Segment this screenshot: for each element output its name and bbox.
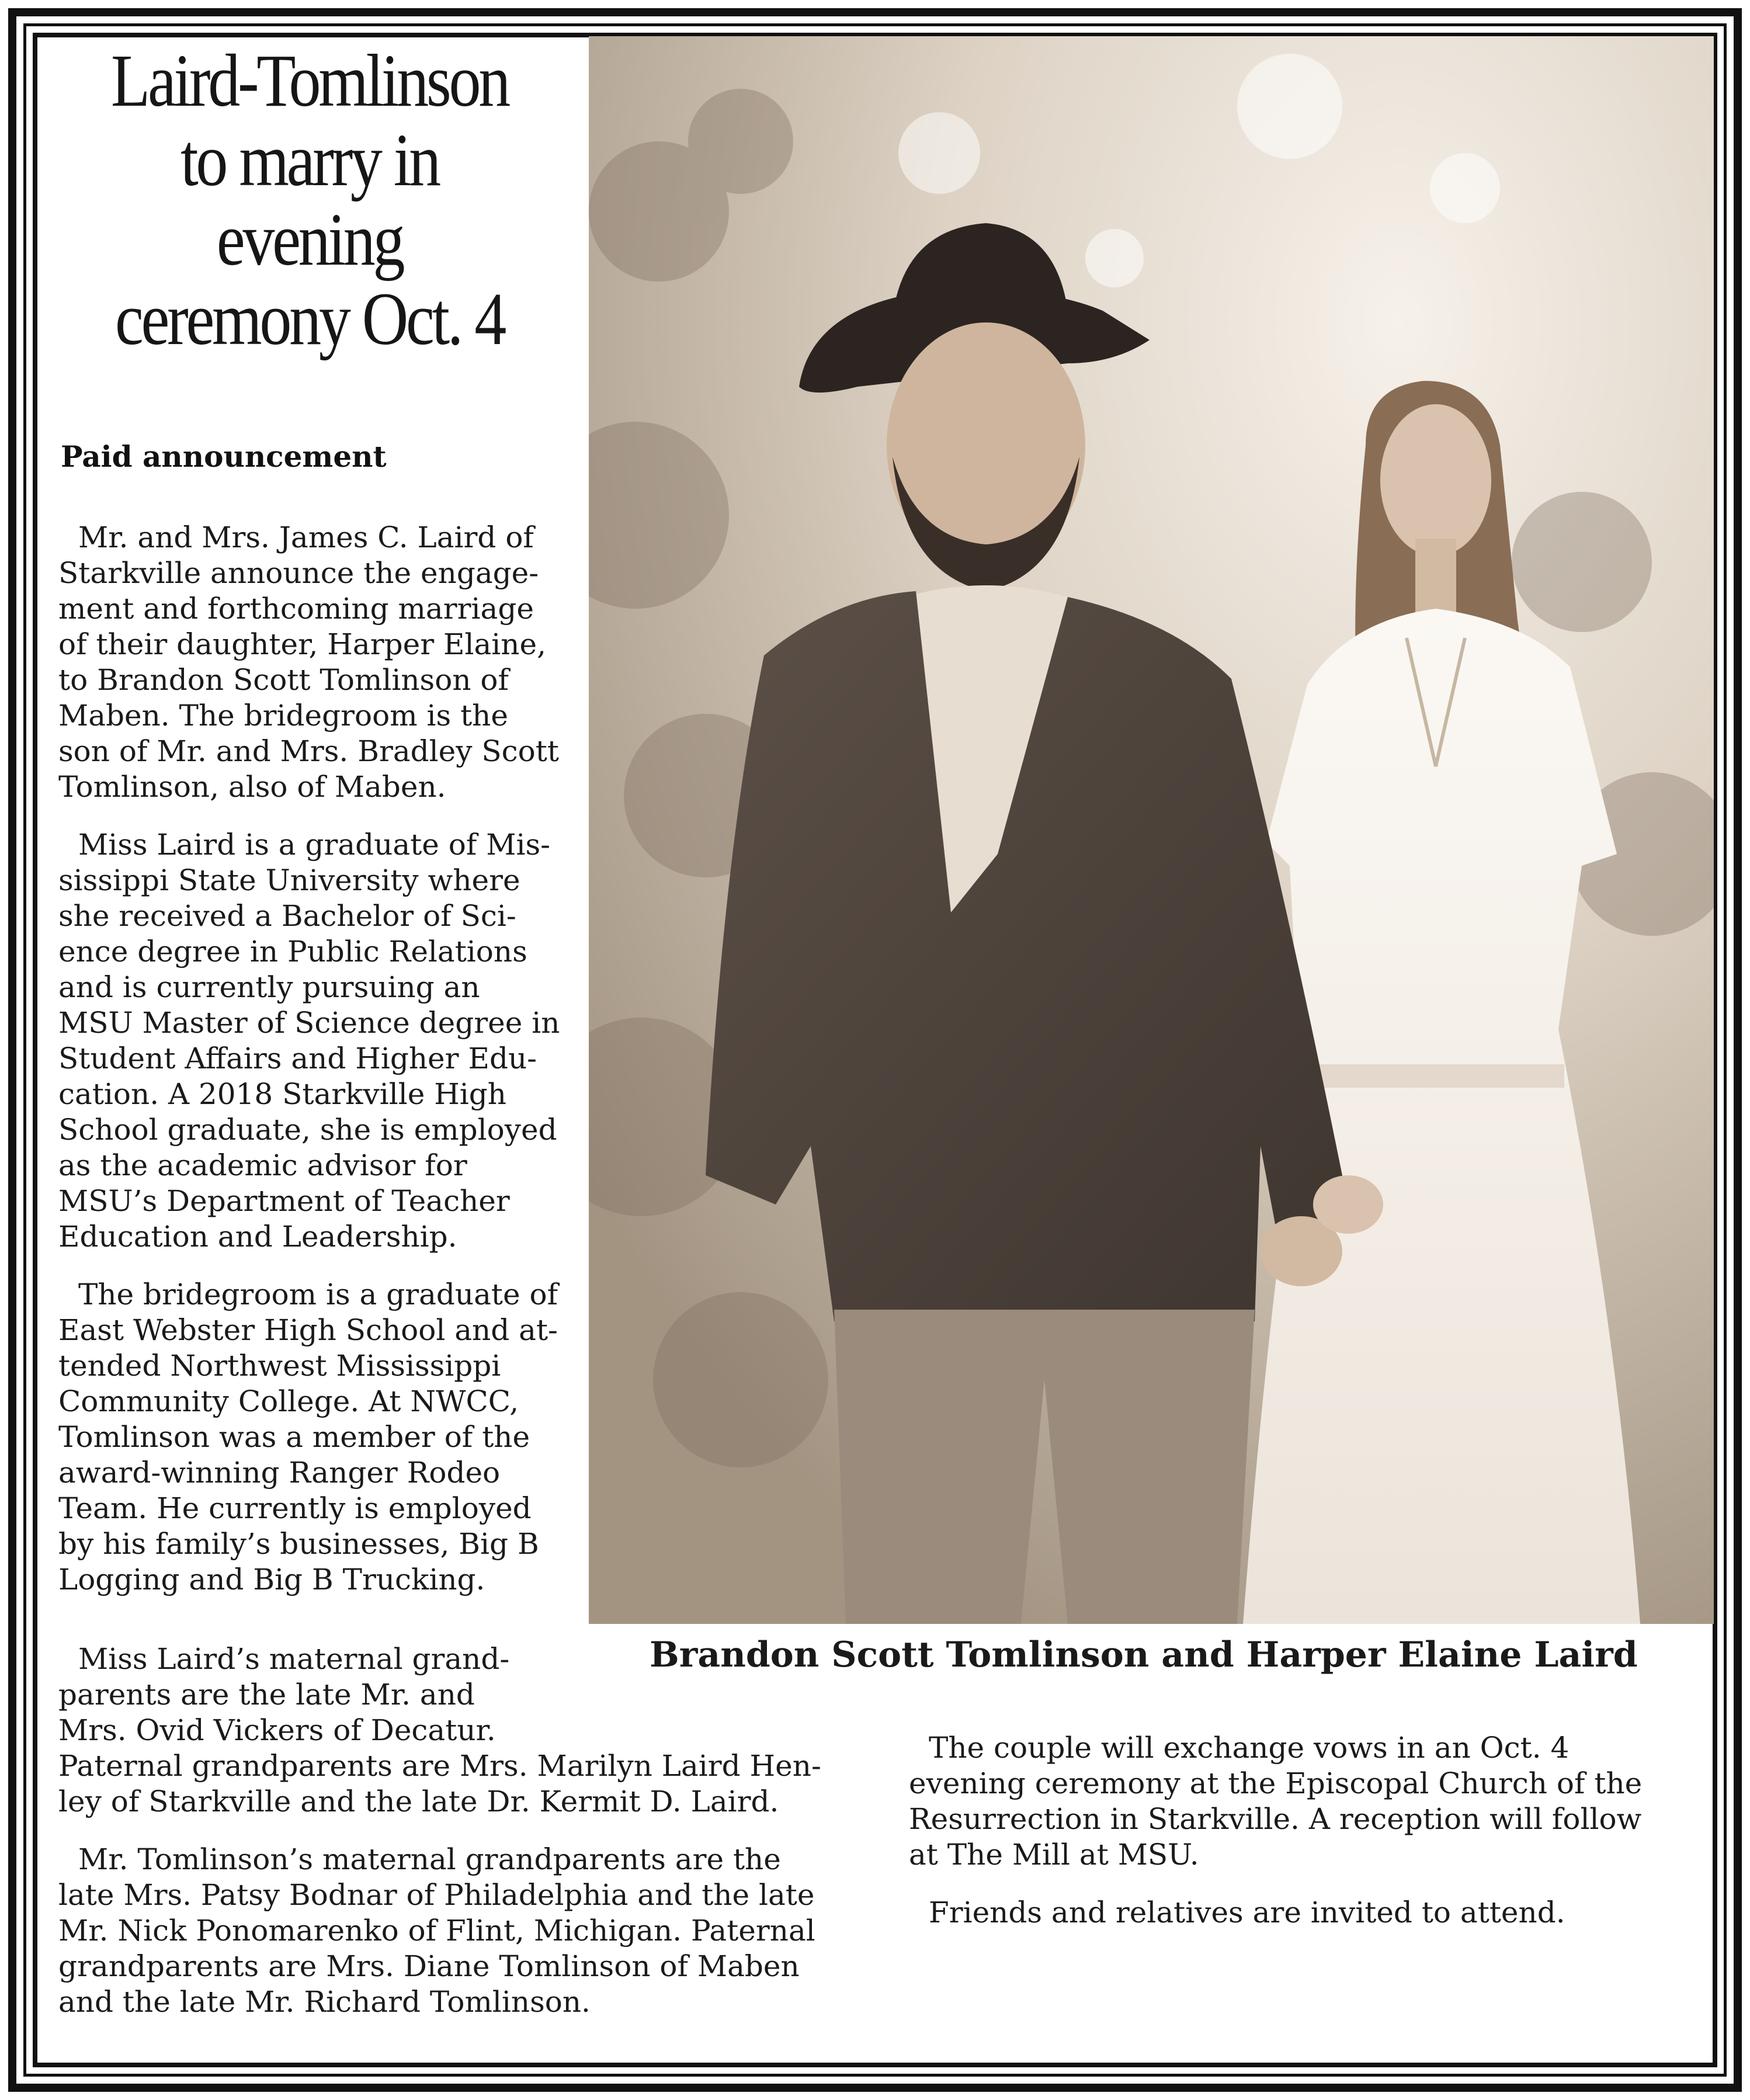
article-column-bottom-right xyxy=(909,1730,1715,1953)
headline-line: evening xyxy=(216,198,403,281)
headline-line: to marry in xyxy=(180,119,439,202)
article-paragraph: Mr. Tomlinson’s maternal grandparents are the late Mrs. Patsy Bodnar of Philadelphia and the late Mr. Nick Ponomarenko of Flint, Michigan. Paternal grandparents are Mrs. Diane Tomlinson of Maben and the late Mr. Richard Tomlinson. xyxy=(58,1842,815,2019)
headline xyxy=(84,41,536,359)
article-column-left xyxy=(58,520,596,1620)
headline-line: Laird-Tomlinson xyxy=(111,39,508,122)
kicker-label: Paid announcement xyxy=(61,439,387,474)
article-paragraph: The bridegroom is a graduate of East Webster High School and at- tended Northwest Mississippi Community College. At NWCC, Tomlinson was a member of the award-winning Ranger Rodeo Team. He currently is employed by his family’s businesses, Big B Logging and Big B Trucking. xyxy=(58,1278,558,1596)
engagement-photo xyxy=(589,36,1714,1624)
photo-caption: Brandon Scott Tomlinson and Harper Elaine Laird xyxy=(650,1634,1638,1675)
photo-illustration xyxy=(589,36,1714,1624)
article-column-bottom-left xyxy=(58,1641,876,2042)
article-paragraph: Miss Laird is a graduate of Mis- sissippi State University where she received a Bachelor of Sci- ence degree in Public Relations and is currently pursuing an MSU Master of Science degree in Student Affairs and Higher Edu- cation. A 2018 Starkville High School graduate, she is employed as the academic advisor for MSU’s Department of Teacher Education and Leadership. xyxy=(58,828,560,1254)
article-paragraph: Miss Laird’s maternal grand- parents are the late Mr. and Mrs. Ovid Vickers of Decatur. Paternal grandparents are Mrs. Marilyn Laird Hen- ley of Starkville and the late Dr. Kermit D. Laird. xyxy=(58,1642,821,1818)
article-paragraph: Friends and relatives are invited to attend. xyxy=(929,1896,1565,1929)
article-paragraph: Mr. and Mrs. James C. Laird of Starkville announce the engage- ment and forthcoming marriage of their daughter, Harper Elaine, to Brandon Scott Tomlinson of Maben. The bridegroom is the son of Mr. and Mrs. Bradley Scott Tomlinson, also of Maben. xyxy=(58,520,559,804)
article-paragraph: The couple will exchange vows in an Oct. 4 evening ceremony at the Episcopal Church of the Resurrection in Starkville. A reception will follow at The Mill at MSU. xyxy=(909,1731,1643,1872)
headline-line: ceremony Oct. 4 xyxy=(114,277,505,360)
